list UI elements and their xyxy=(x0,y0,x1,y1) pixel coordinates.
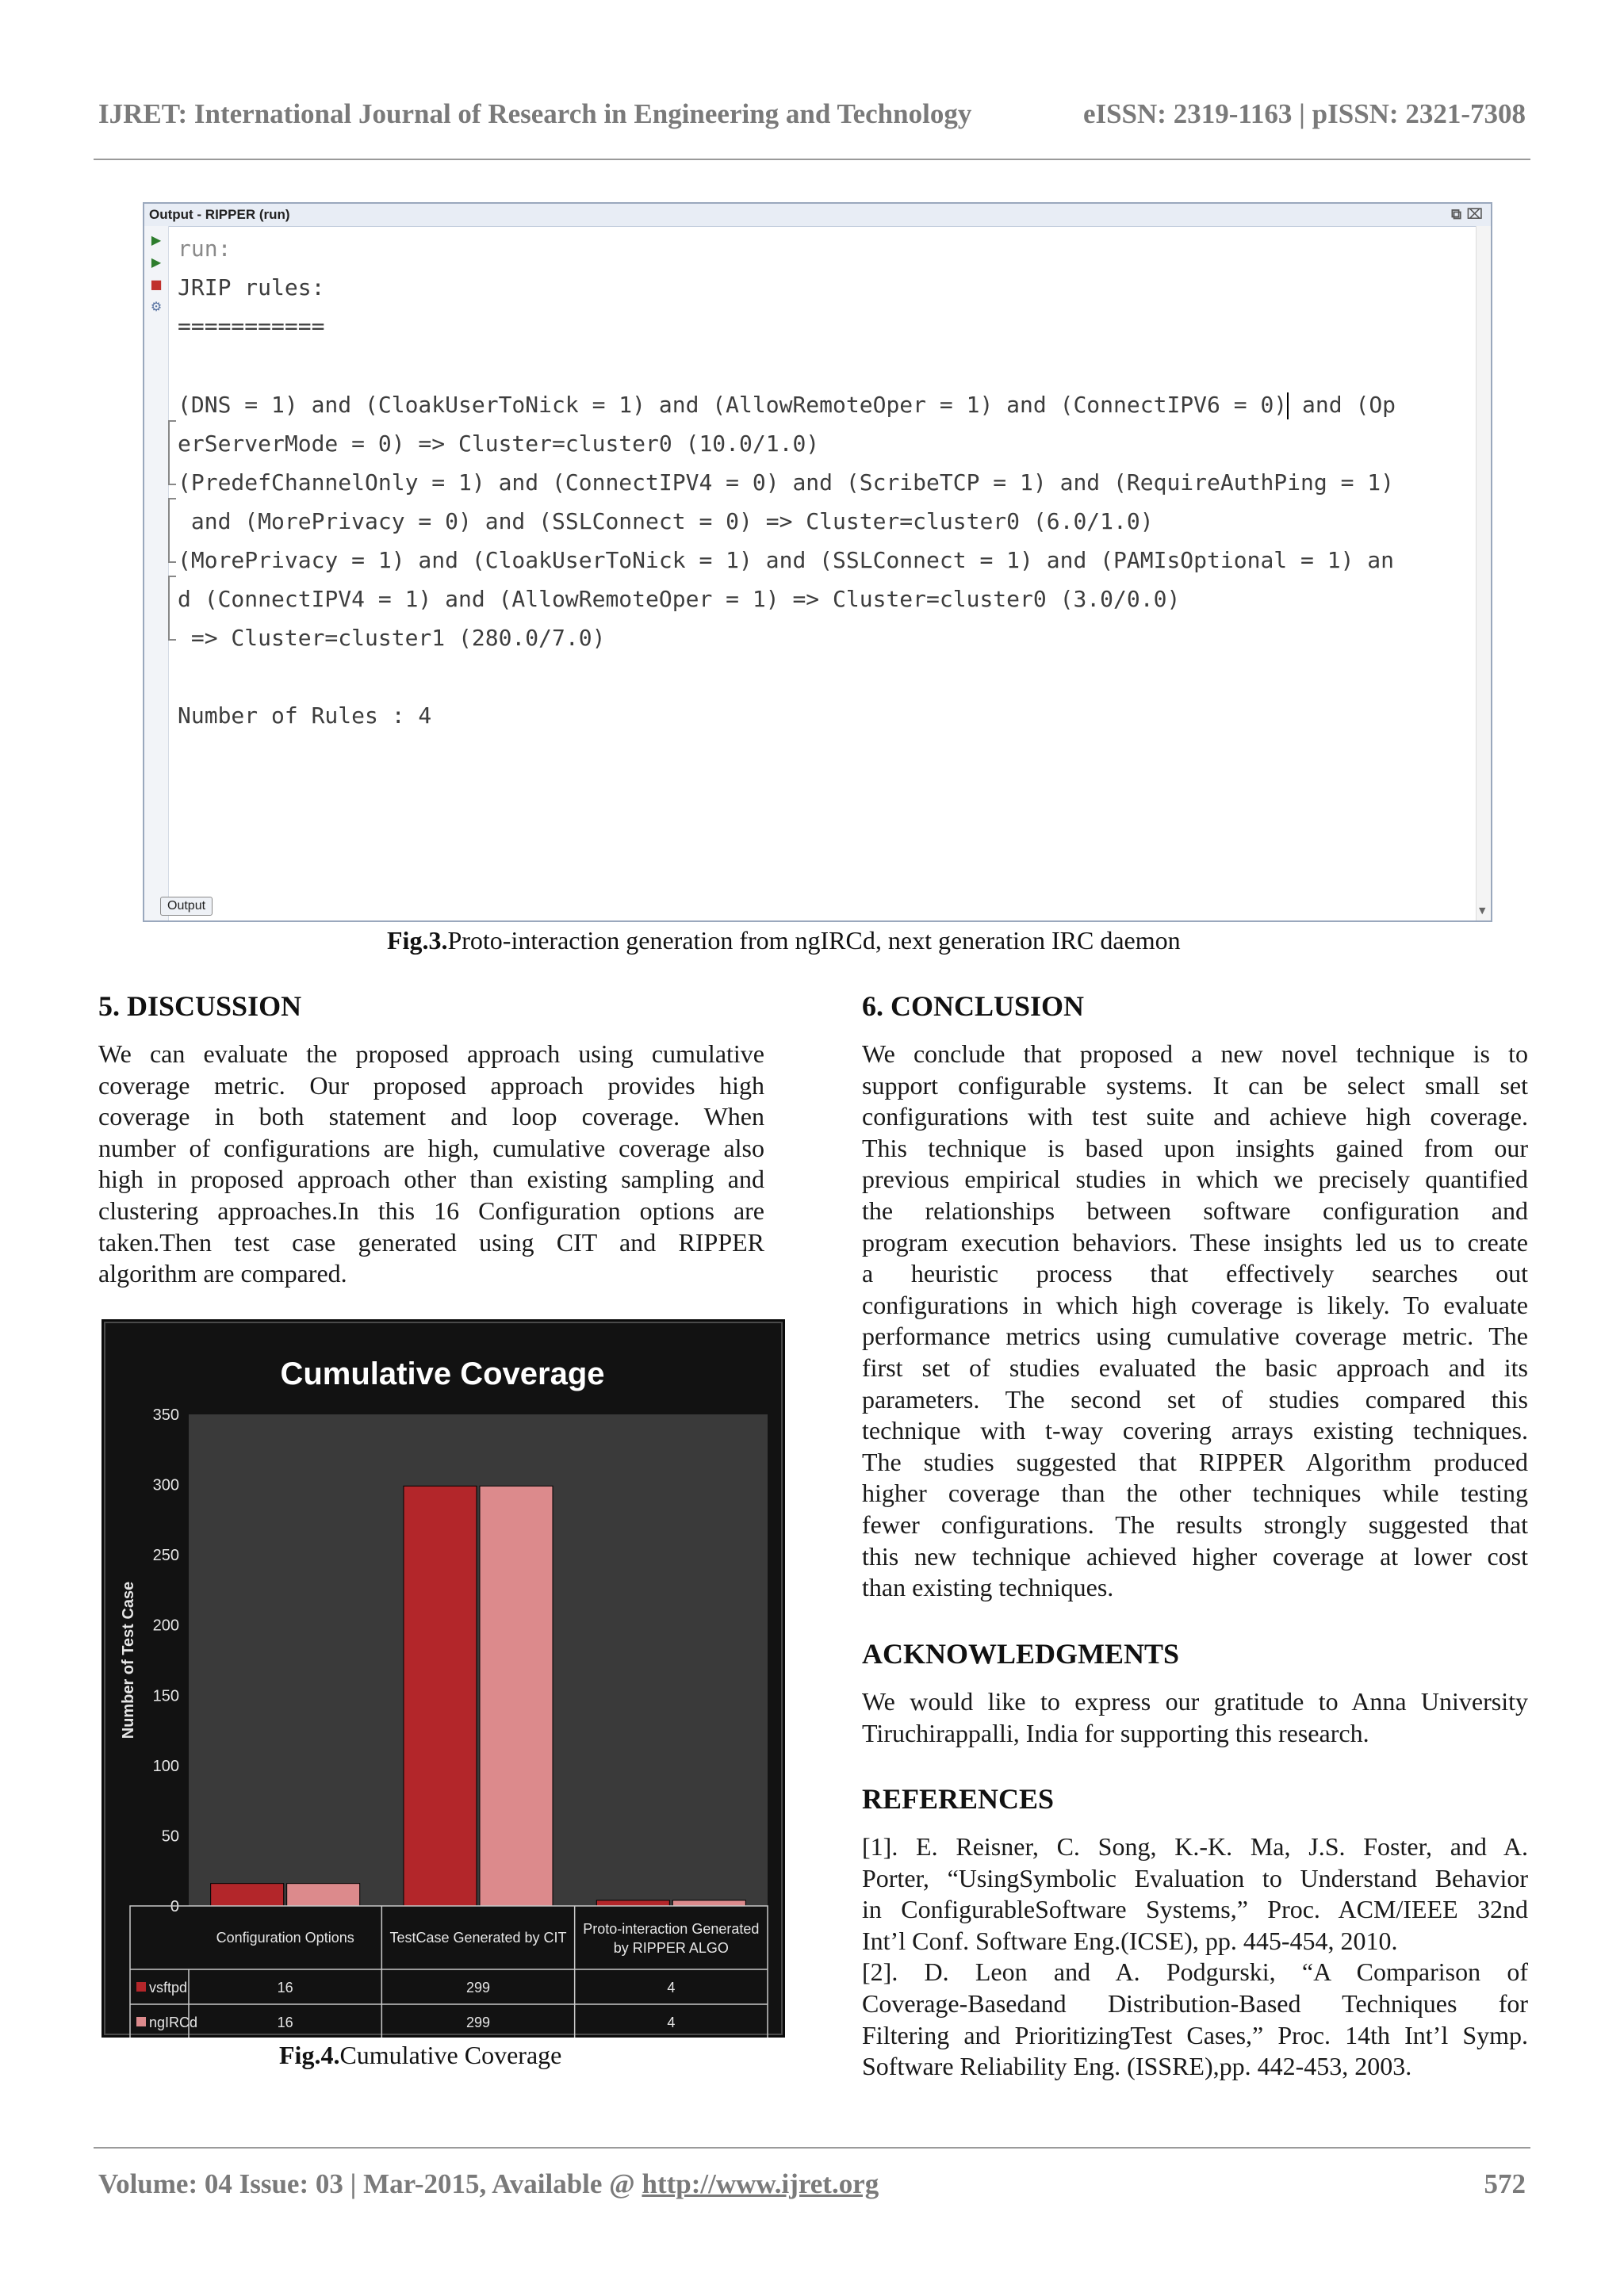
chart-title: Cumulative Coverage xyxy=(280,1357,605,1391)
rerun-icon[interactable]: ▶ xyxy=(151,232,162,247)
legend-swatch-ngircd xyxy=(136,2017,146,2026)
text-line: configurations with test suite and achieve high coverage. xyxy=(862,1102,1528,1131)
footer-rule xyxy=(94,2147,1530,2149)
output-line: => Cluster=cluster1 (280.0/7.0) xyxy=(178,625,606,651)
legend-label: vsftpd xyxy=(149,1980,188,1996)
text-line: fewer configurations. The results strongly suggested that xyxy=(862,1510,1528,1539)
conclusion-heading: 6. CONCLUSION xyxy=(862,990,1085,1022)
category-label: Configuration Options xyxy=(216,1930,354,1946)
issn: eISSN: 2319-1163 | pISSN: 2321-7308 xyxy=(1082,98,1526,129)
text-line: high in proposed approach other than existing sampling and xyxy=(98,1165,764,1194)
journal-title: IJRET: International Journal of Research in Engineering and Technology xyxy=(98,98,972,129)
stop-icon[interactable]: ■ xyxy=(150,277,163,292)
bar-ngircd xyxy=(672,1900,745,1906)
fig3-text: Proto-interaction generation from ngIRCd, next generation IRC daemon xyxy=(447,926,1181,955)
output-line: (PredefChannelOnly = 1) and (ConnectIPV4 = 0) and (ScribeTCP = 1) and (RequireAuthPing = 1) xyxy=(178,469,1395,496)
output-line: and (MorePrivacy = 0) and (SSLConnect = 0) => Cluster=cluster0 (6.0/1.0) xyxy=(178,508,1154,534)
output-window-title-text: Output - RIPPER (run) xyxy=(149,207,290,222)
text-line: [1]. E. Reisner, C. Song, K.-K. Ma, J.S. Foster, and A. xyxy=(862,1832,1528,1861)
bar-vsftpd xyxy=(596,1900,669,1906)
text-line: Porter, “UsingSymbolic Evaluation to Understand Behavior xyxy=(862,1863,1528,1892)
bar-ngircd xyxy=(287,1884,360,1906)
data-label: 4 xyxy=(667,2015,676,2030)
text-line: clustering approaches.In this 16 Configuration options are xyxy=(98,1196,764,1225)
fig3-label: Fig.3. xyxy=(387,926,448,955)
text-line: taken.Then test case generated using CIT and RIPPER xyxy=(98,1227,764,1257)
scroll-down-icon[interactable]: ▼ xyxy=(1479,905,1486,916)
text-line: coverage in both statement and loop coverage. When xyxy=(98,1102,764,1131)
acknowledgments-paragraph xyxy=(862,1686,1528,1749)
output-line xyxy=(178,385,1396,424)
text-line: [2]. D. Leon and A. Podgurski, “A Comparison of xyxy=(862,1957,1528,1987)
text-line: previous empirical studies in which we precisely quantified xyxy=(862,1165,1528,1194)
text-line: coverage metric. Our proposed approach provides high xyxy=(98,1070,764,1100)
fig4-caption xyxy=(279,2041,561,2070)
references-heading: REFERENCES xyxy=(862,1783,1055,1815)
y-tick-label: 50 xyxy=(161,1827,179,1846)
text-line: Coverage-Basedand Distribution-Based Techniques for xyxy=(862,1988,1528,2018)
plot-area xyxy=(189,1414,768,1906)
text-line: this new technique achieved higher coverage at lower cost xyxy=(862,1541,1528,1571)
y-tick-label: 0 xyxy=(170,1898,179,1915)
wrap-bracket xyxy=(168,576,176,641)
fig4-text: Cumulative Coverage xyxy=(339,2041,562,2069)
header-rule xyxy=(94,159,1530,160)
text-line: than existing techniques. xyxy=(862,1573,1114,1602)
conclusion-paragraph xyxy=(862,1039,1528,1604)
text-line: algorithm are compared. xyxy=(98,1259,347,1288)
data-label: 4 xyxy=(667,1980,676,1996)
references-list xyxy=(862,1831,1528,2083)
output-tab-label[interactable]: Output xyxy=(160,897,213,916)
output-line: run: xyxy=(178,235,232,262)
fig3-caption xyxy=(387,926,1181,955)
vertical-scrollbar[interactable] xyxy=(1476,226,1491,920)
footer-volume-text: Volume: 04 Issue: 03 | Mar-2015, Available @ xyxy=(98,2168,642,2199)
text-line: program execution behaviors. These insights led us to create xyxy=(862,1227,1528,1257)
text-line: technique with t-way covering arrays existing techniques. xyxy=(862,1416,1528,1445)
legend-swatch-vsftpd xyxy=(136,1982,146,1992)
footer-volume xyxy=(98,2168,879,2200)
settings-icon[interactable]: ⚙ xyxy=(150,299,163,314)
output-text xyxy=(178,226,1469,920)
text-line: We would like to express our gratitude to Anna University xyxy=(862,1687,1528,1716)
y-axis-label: Number of Test Case xyxy=(120,1581,137,1739)
text-line: number of configurations are high, cumulative coverage also xyxy=(98,1133,764,1162)
discussion-paragraph xyxy=(98,1039,764,1290)
text-line: support configurable systems. It can be select small set xyxy=(862,1070,1528,1100)
output-line: erServerMode = 0) => Cluster=cluster0 (10.0/1.0) xyxy=(178,430,820,457)
text-line: Int’l Conf. Software Eng.(ICSE), pp. 445-454, 2010. xyxy=(862,1926,1398,1955)
window-buttons-icon[interactable]: ⧉ ⌧ xyxy=(1451,206,1483,223)
fig4-label: Fig.4. xyxy=(279,2041,340,2069)
text-line: The studies suggested that RIPPER Algorithm produced xyxy=(862,1447,1528,1476)
output-line: (MorePrivacy = 1) and (CloakUserToNick = 1) and (SSLConnect = 1) and (PAMIsOptional = 1) an xyxy=(178,547,1395,573)
y-tick-label: 150 xyxy=(152,1687,179,1705)
data-label: 299 xyxy=(465,2015,491,2030)
cumulative-coverage-chart xyxy=(102,1319,785,2038)
output-gutter xyxy=(144,226,169,920)
text-line: Tiruchirappalli, India for supporting this research. xyxy=(862,1718,1369,1747)
output-line: d (ConnectIPV4 = 1) and (AllowRemoteOper = 1) => Cluster=cluster0 (3.0/0.0) xyxy=(178,586,1181,612)
text-line: parameters. The second set of studies compared this xyxy=(862,1384,1528,1414)
text-line: higher coverage than the other techniques while testing xyxy=(862,1479,1528,1508)
text-line: We conclude that proposed a new novel technique is to xyxy=(862,1039,1528,1068)
text-line: Software Reliability Eng. (ISSRE),pp. 442-453, 2003. xyxy=(862,2052,1412,2081)
output-line: Number of Rules : 4 xyxy=(178,702,432,729)
y-tick-label: 300 xyxy=(152,1476,179,1494)
data-label: 16 xyxy=(277,1980,293,1996)
y-tick-label: 350 xyxy=(152,1406,179,1424)
y-tick-label: 250 xyxy=(152,1547,179,1565)
text-line: the relationships between software configuration and xyxy=(862,1196,1528,1225)
text-line: Filtering and PrioritizingTest Cases,” Proc. 14th Int’l Symp. xyxy=(862,2020,1528,2049)
output-tab[interactable] xyxy=(143,897,222,920)
output-line-tail: and (Op xyxy=(1289,392,1396,418)
bar-ngircd xyxy=(480,1486,553,1906)
text-line: first set of studies evaluated the basic approach and its xyxy=(862,1353,1528,1382)
wrap-bracket xyxy=(168,498,176,563)
text-line: performance metrics using cumulative coverage metric. The xyxy=(862,1322,1528,1351)
acknowledgments-heading: ACKNOWLEDGMENTS xyxy=(862,1638,1180,1670)
output-line-head: (DNS = 1) and (CloakUserToNick = 1) and (AllowRemoteOper = 1) and (ConnectIPV6 = 0) xyxy=(178,392,1288,418)
category-label: Proto-interaction Generated by RIPPER ALGO xyxy=(583,1921,760,1956)
text-line: configurations in which high coverage is likely. To evaluate xyxy=(862,1290,1528,1319)
data-label: 16 xyxy=(277,2015,293,2030)
output-line: JRIP rules: xyxy=(178,274,325,300)
bar-vsftpd xyxy=(211,1884,284,1906)
chart-svg xyxy=(102,1319,785,2038)
text-line: in ConfigurableSoftware Systems,” Proc. ACM/IEEE 32nd xyxy=(862,1895,1528,1924)
data-label: 299 xyxy=(465,1980,491,1996)
category-label: TestCase Generated by CIT xyxy=(389,1930,567,1946)
output-line: =========== xyxy=(178,313,325,339)
legend-label: ngIRCd xyxy=(149,2015,198,2030)
text-line: This technique is based upon insights gained from our xyxy=(862,1133,1528,1162)
rerun-with-params-icon[interactable]: ▶ xyxy=(151,254,162,270)
y-tick-label: 100 xyxy=(152,1757,179,1775)
output-window-title xyxy=(144,204,1491,227)
discussion-heading: 5. DISCUSSION xyxy=(98,990,302,1022)
y-tick-label: 200 xyxy=(152,1617,179,1635)
text-line: We can evaluate the proposed approach using cumulative xyxy=(98,1039,764,1068)
page-number: 572 xyxy=(1484,2168,1526,2199)
wrap-bracket xyxy=(168,420,176,485)
bar-vsftpd xyxy=(404,1486,477,1906)
footer-link[interactable]: http://www.ijret.org xyxy=(642,2168,879,2199)
output-window xyxy=(143,202,1492,922)
text-line: a heuristic process that effectively searches out xyxy=(862,1259,1528,1288)
